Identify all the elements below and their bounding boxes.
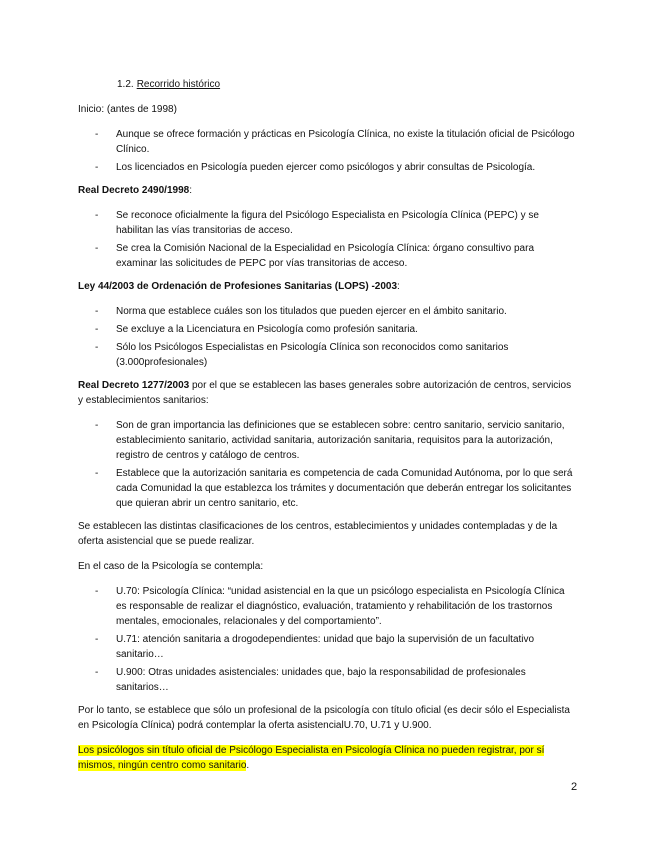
list-item-text: U.70: Psicología Clínica: “unidad asistencial en la que un psicólogo especialista en Psicología Clínica es responsable de realizar el diagnóstico, evaluación, tratamiento y rehabilitación de los trastornos mentales, emocionales, relacionales y del comportamiento”.: [116, 586, 565, 627]
list-item-text: Sólo los Psicólogos Especialistas en Psicología Clínica son reconocidos como sanitarios (3.000profesionales): [116, 342, 509, 368]
classifications-paragraph: Se establecen las distintas clasificaciones de los centros, establecimientos y unidades contempladas y de la oferta asistencial que se puede realizar.: [78, 521, 558, 547]
page-number: 2: [571, 781, 578, 793]
dash-marker: -: [95, 586, 99, 597]
list-item: [78, 584, 576, 629]
list-item-text: Aunque se ofrece formación y prácticas en Psicología Clínica, no existe la titulación oficial de Psicólogo Clínico.: [116, 129, 575, 155]
list-item: [78, 127, 576, 157]
lops-title: Ley 44/2003 de Ordenación de Profesiones Sanitarias (LOPS) -2003: [78, 281, 398, 292]
list-item-text: Se crea la Comisión Nacional de la Especialidad en Psicología Clínica: órgano consultivo para examinar las solicitudes de PEPC por vías transitorias de acceso.: [116, 243, 535, 269]
list-item: [78, 208, 576, 238]
dash-marker: -: [95, 306, 99, 317]
dash-marker: -: [95, 210, 99, 221]
bullet-list-initial: [78, 127, 576, 175]
dash-marker: -: [95, 468, 99, 479]
list-item: [78, 241, 576, 271]
lops-suffix: :: [397, 281, 400, 292]
rd-2490-title: Real Decreto 2490/1998: [78, 185, 190, 196]
dash-marker: -: [95, 243, 99, 254]
list-item-text: U.900: Otras unidades asistenciales: unidades que, bajo la responsabilidad de profesionales sanitarios…: [116, 667, 526, 693]
document-body: [78, 77, 576, 783]
bullet-list-rd-1277: [78, 418, 576, 511]
rd-1277-text: por el que se establecen las bases generales sobre autorización de centros, servicios y establecimientos sanitarios:: [78, 380, 572, 406]
list-item: [78, 322, 576, 337]
section-heading: [117, 77, 576, 92]
list-item: [78, 304, 576, 319]
lops-heading: [78, 279, 576, 294]
bullet-list-rd-2490: [78, 208, 576, 271]
list-item-text: Establece que la autorización sanitaria es competencia de cada Comunidad Autónoma, por lo que será cada Comunidad la que establezca los trámites y documentación que deberán entregar los solicitantes que quieran abrir un centro sanitario, etc.: [116, 468, 573, 509]
list-item-text: Son de gran importancia las definiciones que se establecen sobre: centro sanitario, servicio sanitario, establecimiento sanitario, actividad sanitaria, autorización sanitaria, requisitos para la autorización, registro de centros y catálogo de centros.: [116, 420, 565, 461]
highlight-paragraph: [78, 743, 576, 773]
list-item-text: Los licenciados en Psicología pueden ejercer como psicólogos y abrir consultas de Psicología.: [116, 162, 536, 173]
intro-paragraph: Inicio: (antes de 1998): [78, 104, 177, 115]
highlighted-text: Los psicólogos sin título oficial de Psicólogo Especialista en Psicología Clínica no pueden registrar, por sí mismos, ningún centro como sanitario: [78, 745, 545, 771]
dash-marker: -: [95, 324, 99, 335]
highlight-period: .: [246, 760, 250, 771]
list-item: [78, 665, 576, 695]
list-item: [78, 418, 576, 463]
section-title: Recorrido histórico: [136, 79, 221, 90]
dash-marker: -: [95, 634, 99, 645]
rd-2490-suffix: :: [189, 185, 192, 196]
dash-marker: -: [95, 162, 99, 173]
rd-2490-heading: [78, 183, 576, 198]
list-item-text: Norma que establece cuáles son los titulados que pueden ejercer en el ámbito sanitario.: [116, 306, 507, 317]
list-item: [78, 632, 576, 662]
dash-marker: -: [95, 667, 99, 678]
list-item-text: U.71: atención sanitaria a drogodependientes: unidad que bajo la supervisión de un facultativo sanitario…: [116, 634, 535, 660]
dash-marker: -: [95, 420, 99, 431]
section-number: 1.2.: [117, 79, 134, 90]
list-item-text: Se reconoce oficialmente la figura del Psicólogo Especialista en Psicología Clínica (PEPC) y se habilitan las vías transitorias de acceso.: [116, 210, 539, 236]
dash-marker: -: [95, 129, 99, 140]
rd-1277-paragraph: [78, 378, 576, 408]
psychology-case-paragraph: En el caso de la Psicología se contempla:: [78, 561, 264, 572]
rd-1277-title: Real Decreto 1277/2003: [78, 380, 190, 391]
list-item-text: Se excluye a la Licenciatura en Psicología como profesión sanitaria.: [116, 324, 418, 335]
list-item: [78, 340, 576, 370]
conclusion-paragraph: Por lo tanto, se establece que sólo un profesional de la psicología con título oficial (es decir sólo el Especialista en Psicología Clínica) podrá contemplar la oferta asistencialU.70, U.71 y U.900.: [78, 705, 570, 731]
list-item: [78, 466, 576, 511]
list-item: [78, 160, 576, 175]
bullet-list-lops: [78, 304, 576, 370]
dash-marker: -: [95, 342, 99, 353]
bullet-list-units: [78, 584, 576, 695]
